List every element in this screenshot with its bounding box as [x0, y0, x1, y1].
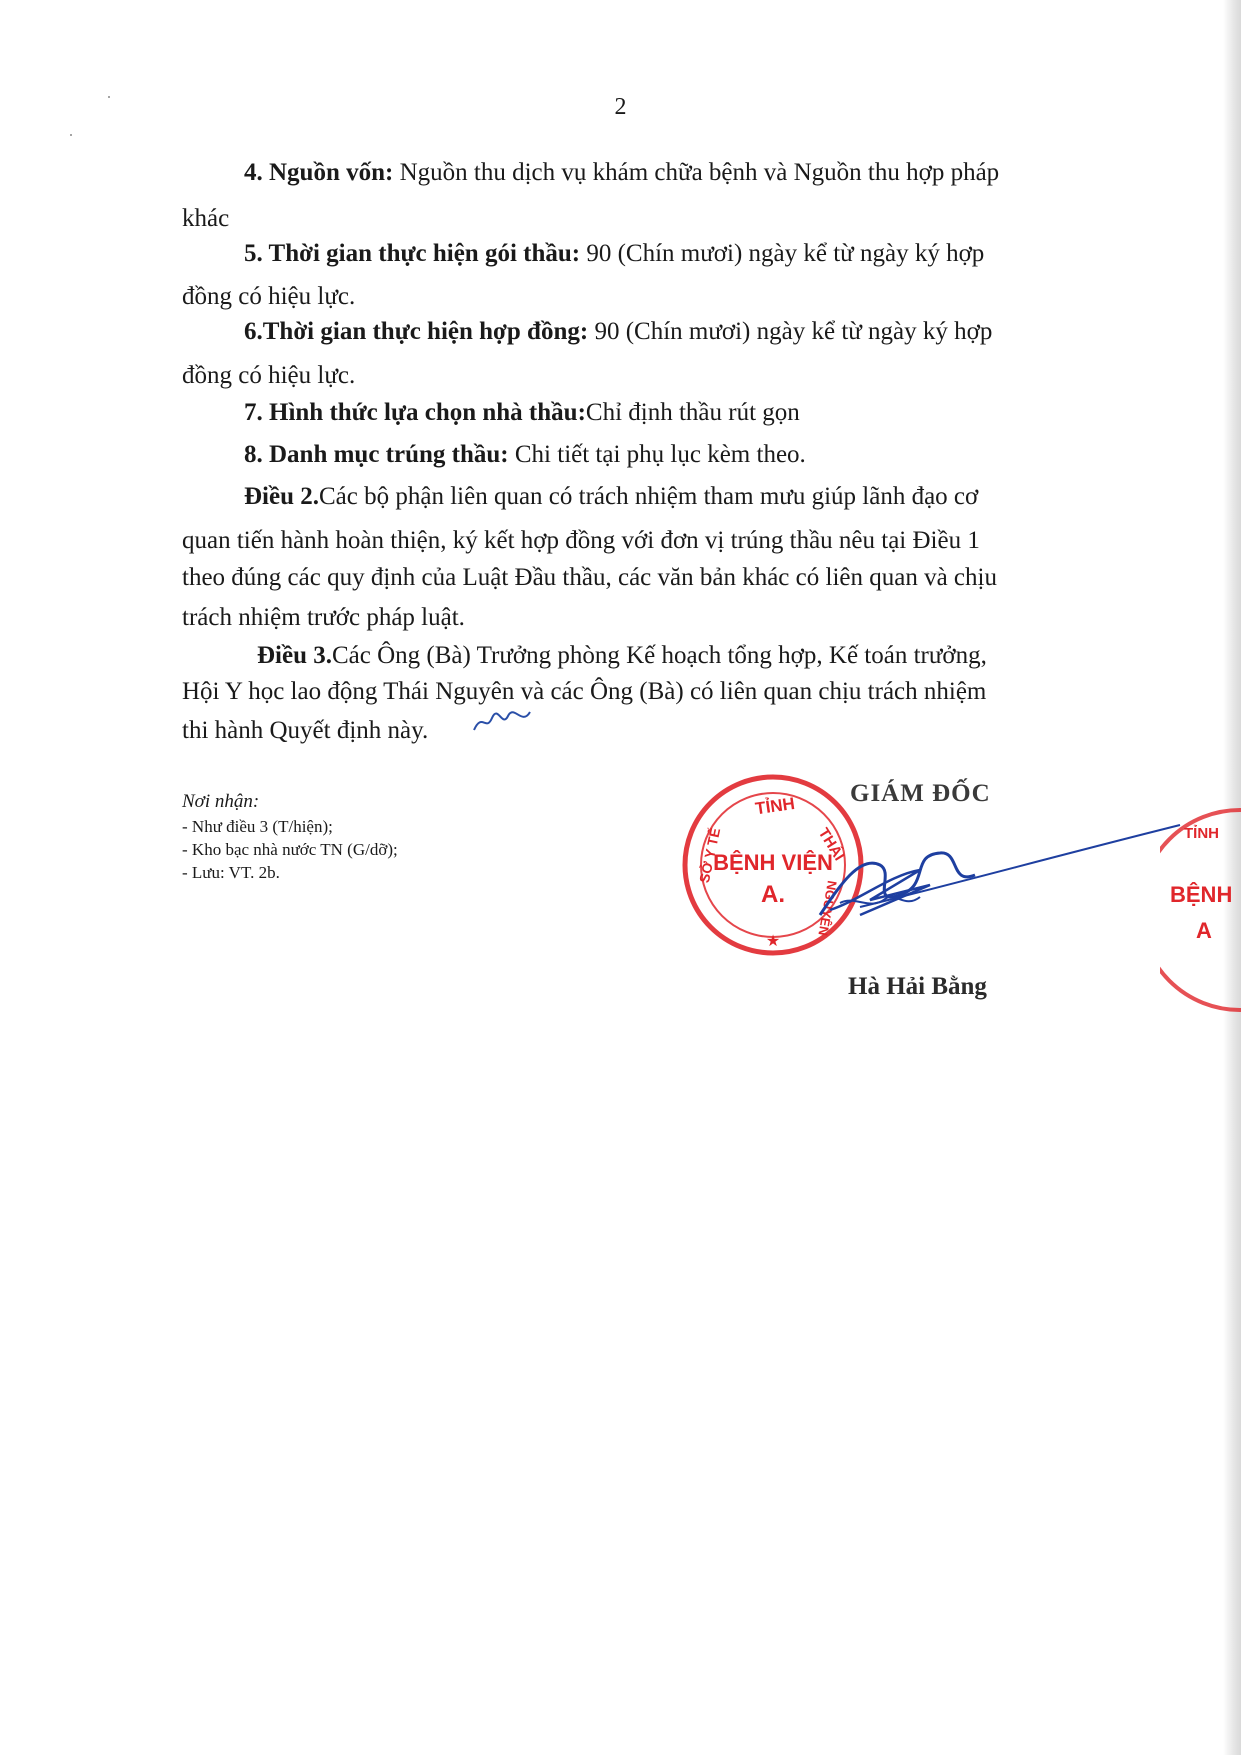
article-3-line-1	[182, 635, 1142, 676]
seal-star-icon: ★	[765, 933, 781, 950]
seal-center-line2: A.	[761, 881, 785, 908]
partial-seal-text: BỆNH	[1170, 882, 1233, 907]
item-6-cont	[182, 355, 1142, 396]
initials-mark	[470, 706, 540, 736]
article-text: Các Ông (Bà) Trưởng phòng Kế hoạch tổng hợp, Kế toán trưởng,	[332, 642, 987, 669]
article-label: Điều 3.	[257, 642, 332, 669]
item-label: 5. Thời gian thực hiện gói thầu:	[244, 240, 581, 267]
item-text: Chỉ định thầu rút gọn	[585, 399, 800, 426]
partial-seal	[1160, 790, 1241, 1030]
article-2-line-4: trách nhiệm trước pháp luật.	[182, 604, 465, 631]
item-label: 6.Thời gian thực hiện hợp đồng:	[244, 318, 589, 345]
signer-title: GIÁM ĐỐC	[850, 780, 991, 807]
item-text-cont: đồng có hiệu lực.	[182, 283, 356, 310]
item-8	[182, 434, 1142, 475]
seal-top-text: TỈNH	[754, 793, 797, 819]
scan-speck	[70, 134, 72, 136]
article-text: Các bộ phận liên quan có trách nhiệm tham mưu giúp lãnh đạo cơ	[319, 483, 979, 510]
seal-bottom-right-text: NGUYÊN	[815, 879, 840, 937]
article-3-line-3: thi hành Quyết định này.	[182, 717, 429, 744]
item-text-cont: đồng có hiệu lực.	[182, 362, 356, 389]
article-2-line-1	[182, 476, 1142, 517]
seal-center-line1: BỆNH VIỆN	[713, 850, 833, 875]
recipient-item: - Như điều 3 (T/hiện);	[182, 817, 333, 836]
partial-seal-text: A	[1196, 918, 1212, 943]
article-3-line-2: Hội Y học lao động Thái Nguyên và các Ông (Bà) có liên quan chịu trách nhiệm	[182, 678, 987, 705]
item-label: 8. Danh mục trúng thầu:	[244, 441, 509, 468]
item-text: 90 (Chín mươi) ngày kể từ ngày ký hợp	[586, 240, 985, 267]
item-text-cont: khác	[182, 205, 230, 232]
recipient-item: - Kho bạc nhà nước TN (G/dỡ);	[182, 840, 398, 859]
seal-left-text: SỞ Y TẾ	[695, 826, 724, 885]
item-6	[182, 311, 1142, 352]
item-4	[182, 152, 1142, 193]
recipient-item: - Lưu: VT. 2b.	[182, 863, 280, 882]
recipients-heading: Nơi nhận:	[182, 791, 260, 812]
page-number: 2	[614, 94, 627, 120]
recipients-block	[182, 790, 582, 884]
item-5	[182, 233, 1142, 274]
partial-seal-text: TỈNH	[1184, 825, 1219, 842]
article-2-line-3: theo đúng các quy định của Luật Đầu thầu, các văn bản khác có liên quan và chịu	[182, 564, 997, 591]
item-label: 4. Nguồn vốn:	[244, 159, 394, 186]
item-label: 7. Hình thức lựa chọn nhà thầu:	[244, 399, 586, 426]
handwritten-signature	[800, 815, 1200, 935]
article-label: Điều 2.	[244, 483, 319, 510]
seal-right-text: THÁI	[814, 825, 848, 864]
article-2-line-2: quan tiến hành hoàn thiện, ký kết hợp đồng với đơn vị trúng thầu nêu tại Điều 1	[182, 527, 980, 554]
item-7	[182, 392, 1142, 433]
signer-name: Hà Hải Bằng	[848, 973, 987, 1000]
item-text: 90 (Chín mươi) ngày kể từ ngày ký hợp	[594, 318, 993, 345]
item-text: Nguồn thu dịch vụ khám chữa bệnh và Nguồn thu hợp pháp	[399, 159, 1000, 186]
item-text: Chi tiết tại phụ lục kèm theo.	[514, 441, 806, 468]
